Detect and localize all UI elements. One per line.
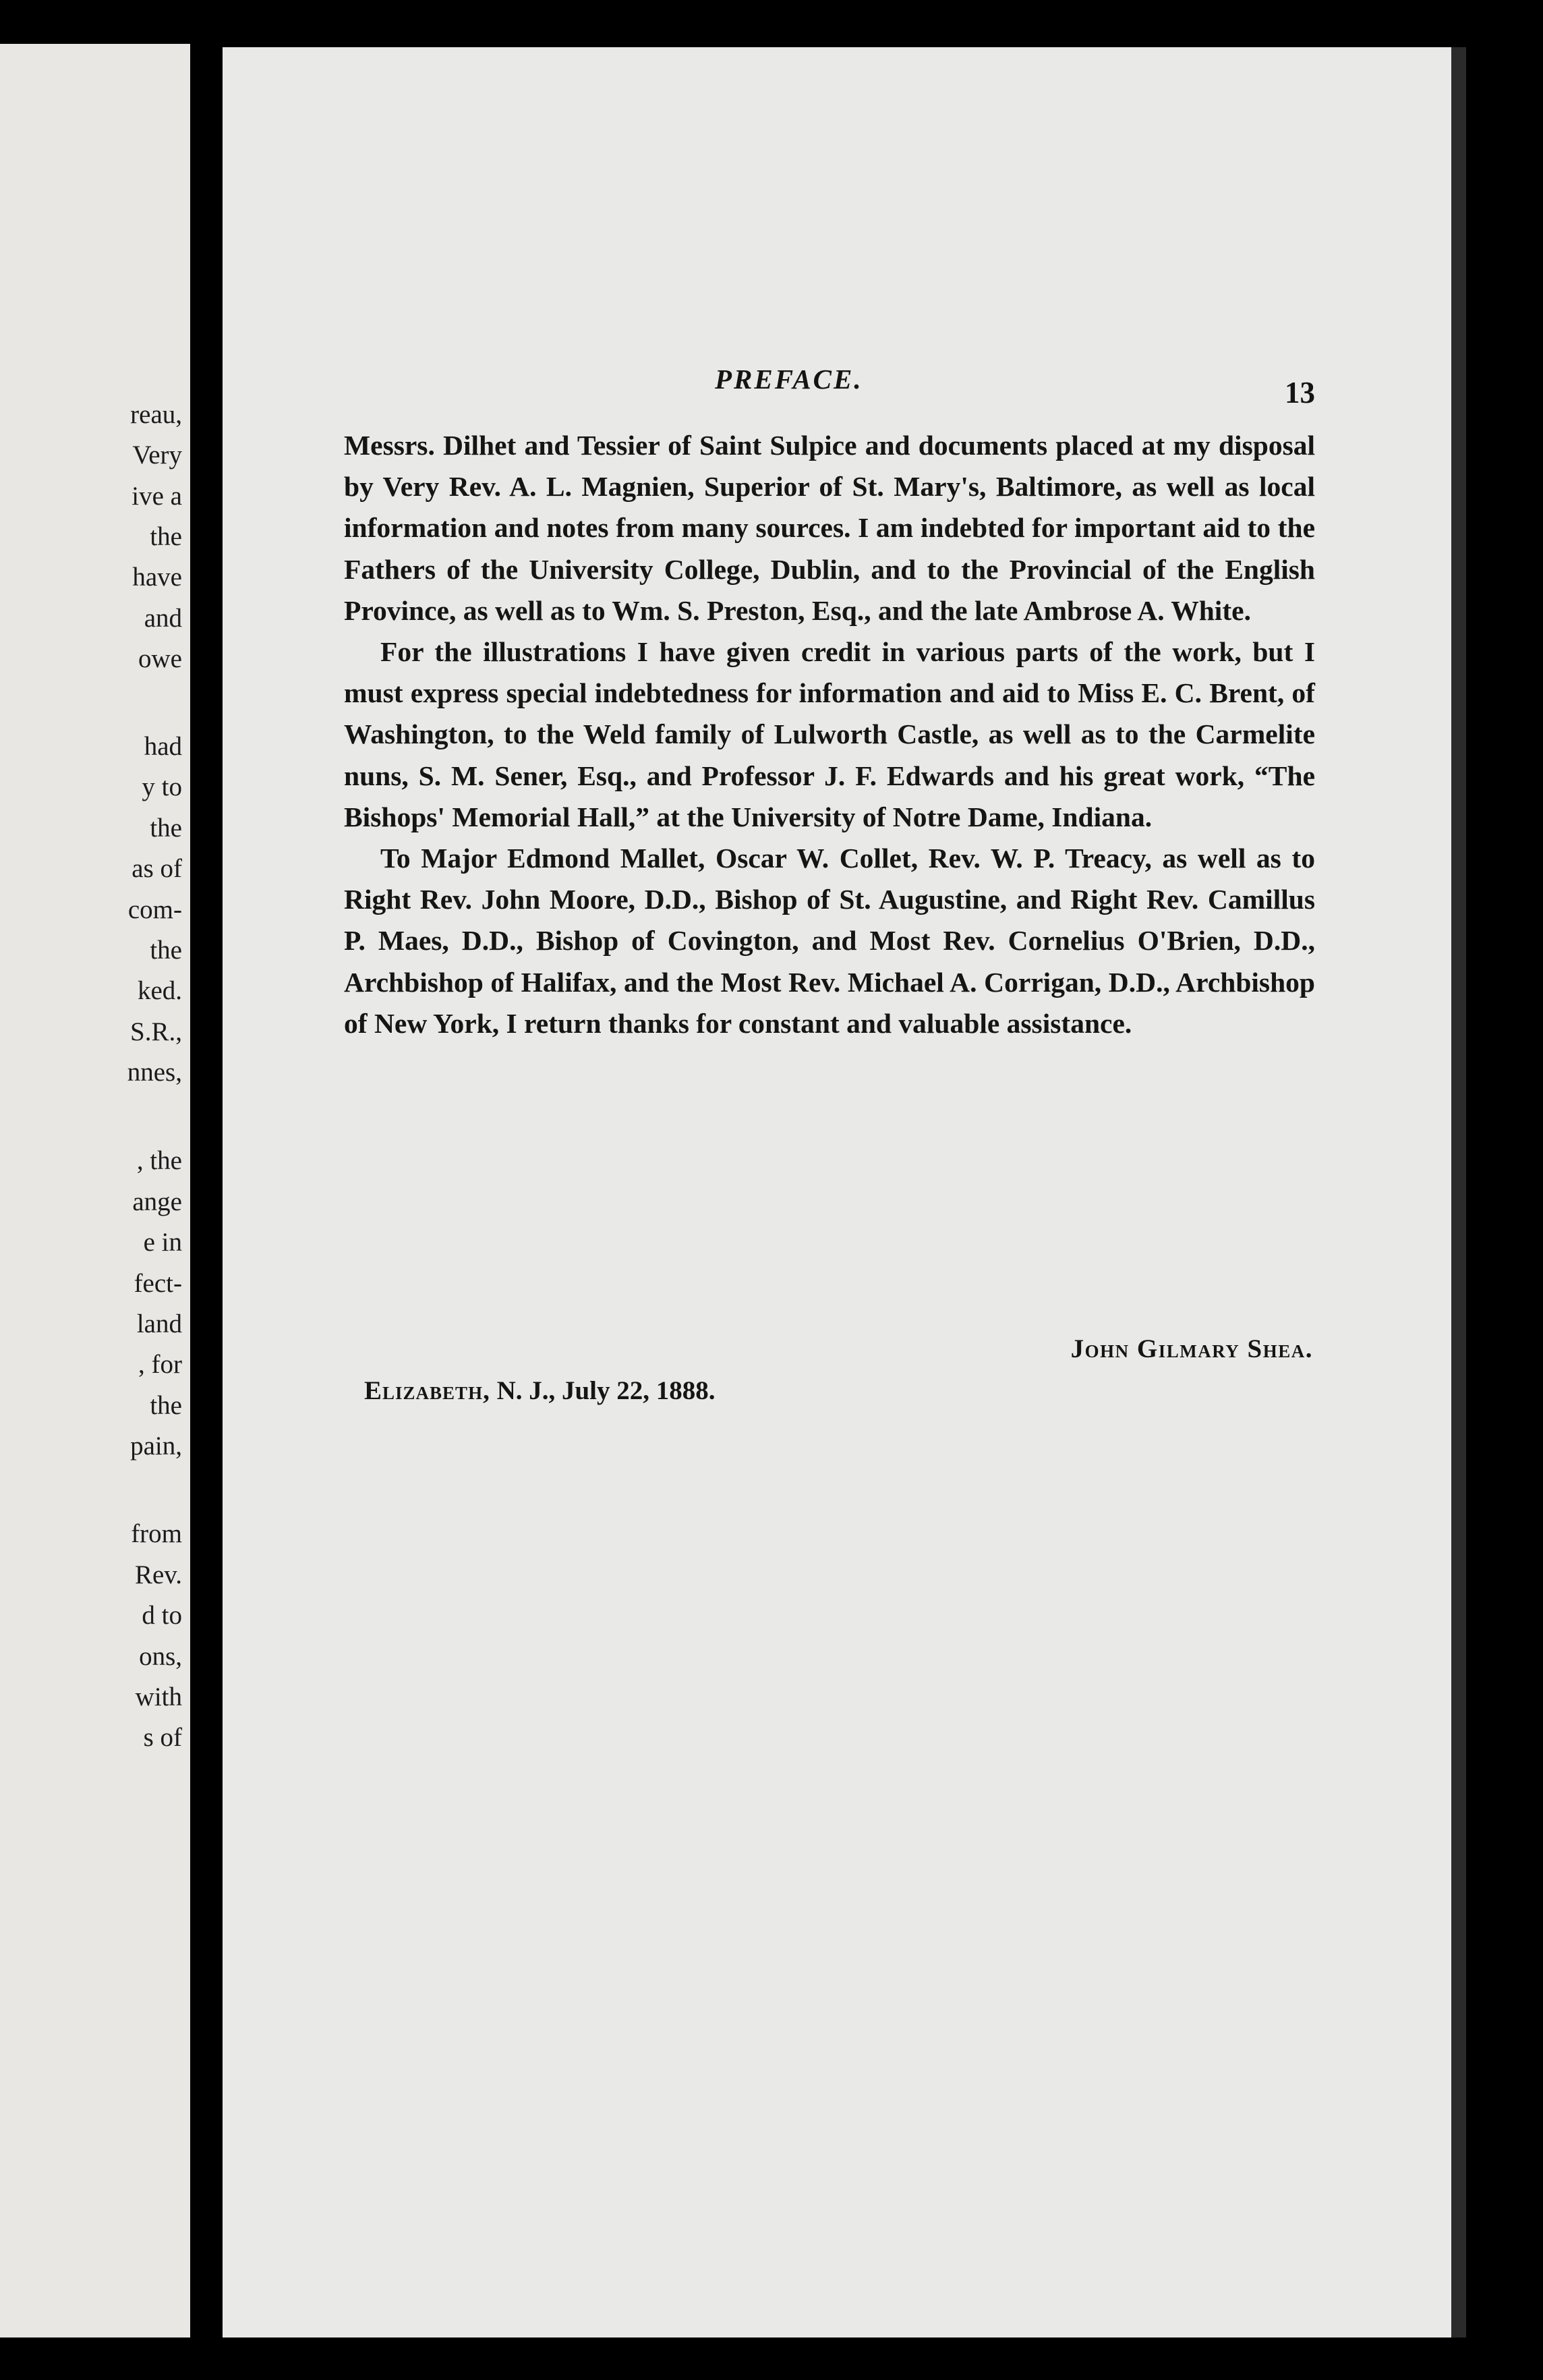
page-number: 13 (1285, 376, 1315, 409)
dateline-place: Elizabeth, (364, 1376, 490, 1405)
facing-page-line: , for (138, 1350, 182, 1379)
page-header (344, 363, 1315, 417)
dateline (364, 1376, 716, 1406)
preface-body (344, 425, 1315, 1044)
facing-page-line: d to (142, 1601, 182, 1630)
facing-page-line: the (150, 936, 182, 965)
facing-page-line: and (144, 604, 182, 633)
facing-page-line: reau, (130, 400, 182, 429)
facing-page-line: from (131, 1519, 182, 1548)
paragraph-acknowledgements: To Major Edmond Mallet, Oscar W. Collet, Rev. W. P. Treacy, as well as to Right Rev. John Moore, D.D., Bishop of St. Augustine, and Right Rev. Camillus P. Maes, D.D., Bishop of Covington, and Most Rev. Cornelius O'Brien, D.D., Archbishop of Halifax, and the Most Rev. Michael A. Corrigan, D.D., Archbishop of New York, I return thanks for constant and valuable assistance. (344, 843, 1315, 1039)
facing-page-line: pain, (130, 1432, 182, 1461)
facing-page-line: , the (136, 1146, 182, 1175)
facing-page-line: e in (143, 1228, 182, 1257)
facing-page-line: s of (143, 1723, 182, 1752)
dateline-date: N. J., July 22, 1888. (490, 1376, 716, 1405)
facing-page-line: ive a (132, 482, 182, 511)
facing-page-line: owe (138, 644, 182, 673)
facing-page-line: Very (132, 441, 182, 470)
facing-page-line: have (132, 563, 182, 592)
facing-page-line: Rev. (134, 1560, 182, 1589)
book-page (223, 47, 1451, 2338)
facing-page-line: the (150, 522, 182, 551)
facing-page-line: y to (142, 772, 182, 801)
paragraph-continuation: Messrs. Dilhet and Tessier of Saint Sulpice and documents placed at my disposal by Very Rev. A. L. Magnien, Superior of St. Mary's, Baltimore, as well as local information and notes from many sources. I am indebted for important aid to the Fathers of the University College, Dublin, and to the Provincial of the English Province, as well as to Wm. S. Preston, Esq., and the late Ambrose A. White. (344, 430, 1315, 626)
paragraph-illustrations: For the illustrations I have given credit in various parts of the work, but I must express special indebtedness for information and aid to Miss E. C. Brent, of Washington, to the Weld family of Lulworth Castle, as well as to the Carmelite nuns, S. M. Sener, Esq., and Professor J. F. Edwards and his great work, “The Bishops' Memorial Hall,” at the University of Notre Dame, Indiana. (344, 636, 1315, 832)
facing-page-line: ange (132, 1187, 182, 1216)
running-head: PREFACE. (715, 364, 863, 395)
facing-page-line: ked. (137, 976, 182, 1005)
facing-page-line: ons, (139, 1642, 182, 1671)
facing-page-line: land (136, 1309, 182, 1338)
facing-page-line: com- (127, 895, 182, 924)
facing-page-line: fect- (134, 1269, 182, 1298)
page-edge-shadow (1451, 47, 1466, 2338)
facing-page-line: as of (132, 854, 182, 883)
author-signature: John Gilmary Shea. (1070, 1334, 1313, 1363)
facing-page-line: nnes, (127, 1058, 182, 1087)
facing-page-line: the (150, 1391, 182, 1420)
facing-page-line: had (144, 732, 182, 761)
facing-page-fragment (0, 44, 190, 2338)
facing-page-line: S.R., (130, 1017, 182, 1046)
facing-page-line: with (135, 1682, 182, 1711)
facing-page-line: the (150, 814, 182, 843)
